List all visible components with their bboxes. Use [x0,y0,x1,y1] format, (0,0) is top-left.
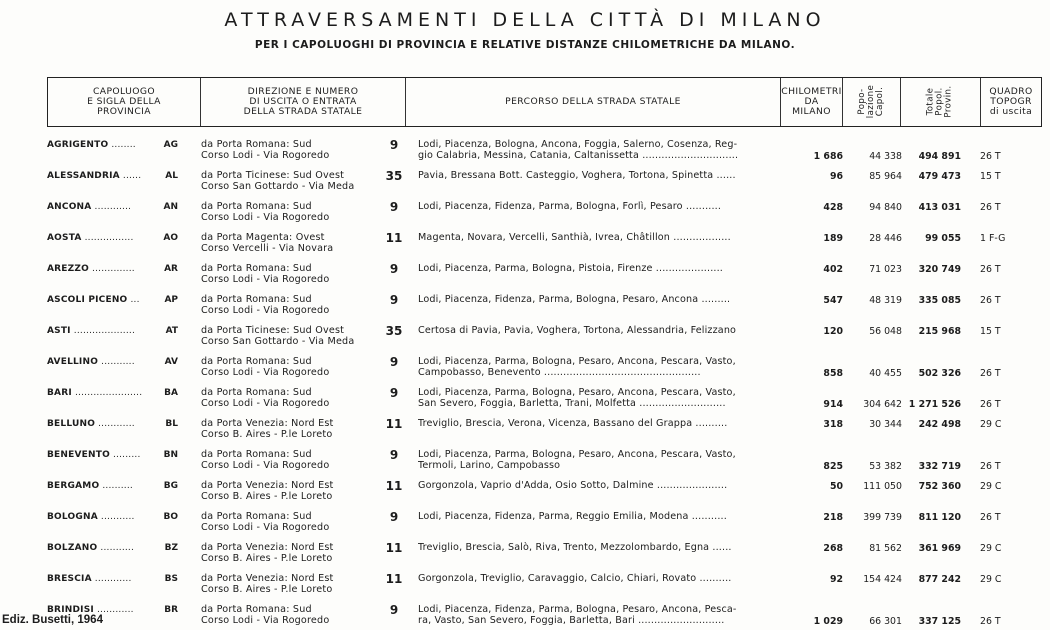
table-row [0,386,1050,416]
population-capital: 85 964 [869,171,902,182]
province-sigla: AN [163,202,178,212]
exit-direction: da Porta Venezia: Nord Est Corso B. Aires - P.le Loreto [201,542,334,564]
population-province: 1 271 526 [908,399,961,410]
province-name: BOLZANO ........... [47,543,135,553]
population-capital: 304 642 [863,399,902,410]
exit-number: 35 [385,169,403,183]
population-capital: 399 739 [863,512,902,523]
exit-direction: da Porta Romana: Sud Corso Lodi - Via Rogoredo [201,139,330,161]
province-sigla: AT [165,326,178,336]
topographic-quadrant: 26 T [980,264,1001,275]
header-route: PERCORSO DELLA STRADA STATALE [405,78,780,126]
province-name: AOSTA ................ [47,233,134,243]
header-pop-tot: Totale Popol. Provin. [900,78,980,126]
table-row [0,138,1050,168]
footer-credit: Ediz. Busetti, 1964 [2,614,103,626]
table-row [0,541,1050,571]
header-km: CHILOMETRI DA MILANO [780,78,842,126]
population-capital: 66 301 [869,616,902,627]
exit-number: 11 [385,479,403,493]
topographic-quadrant: 26 T [980,151,1001,162]
topographic-quadrant: 26 T [980,616,1001,627]
province-name: AVELLINO ........... [47,357,135,367]
table-row [0,417,1050,447]
topographic-quadrant: 29 C [980,481,1002,492]
population-capital: 44 338 [869,151,902,162]
province-sigla: BG [163,481,178,491]
population-province: 99 055 [925,233,961,244]
province-name: BRESCIA ............ [47,574,132,584]
header-province: CAPOLUOGO E SIGLA DELLA PROVINCIA [47,78,200,126]
topographic-quadrant: 15 T [980,326,1001,337]
table-row [0,355,1050,385]
exit-direction: da Porta Romana: Sud Corso Lodi - Via Rogoredo [201,387,330,409]
population-province: 479 473 [918,171,961,182]
route-path: Pavia, Bressana Bott. Casteggio, Voghera, Tortona, Spinetta ...... [418,170,736,181]
province-name: AGRIGENTO ........ [47,140,136,150]
population-province: 361 969 [918,543,961,554]
distance-km: 96 [829,171,843,182]
province-name: ASCOLI PICENO ... [47,295,140,305]
exit-number: 11 [385,417,403,431]
province-name: ALESSANDRIA ...... [47,171,142,181]
distance-km: 858 [823,368,843,379]
topographic-quadrant: 29 C [980,574,1002,585]
province-name: BOLOGNA ........... [47,512,135,522]
table-row [0,231,1050,261]
exit-direction: da Porta Romana: Sud Corso Lodi - Via Rogoredo [201,511,330,533]
route-path: Certosa di Pavia, Pavia, Voghera, Tortona, Alessandria, Felizzano [418,325,737,336]
topographic-quadrant: 26 T [980,295,1001,306]
header-quadro: QUADRO TOPOGR di uscita [980,78,1042,126]
province-sigla: BZ [164,543,178,553]
exit-direction: da Porta Venezia: Nord Est Corso B. Aires - P.le Loreto [201,418,334,440]
exit-number: 9 [389,262,399,276]
route-path: Lodi, Piacenza, Fidenza, Parma, Bologna, Pesaro, Ancona ......... [418,294,731,305]
exit-number: 11 [385,541,403,555]
distance-km: 218 [823,512,843,523]
topographic-quadrant: 26 T [980,202,1001,213]
table-row [0,603,1050,630]
route-path: Treviglio, Brescia, Salò, Riva, Trento, Mezzolombardo, Egna ...... [418,542,732,553]
table-row [0,572,1050,602]
population-capital: 40 455 [869,368,902,379]
distance-km: 92 [829,574,843,585]
province-sigla: BN [163,450,178,460]
table-row [0,293,1050,323]
exit-direction: da Porta Ticinese: Sud Ovest Corso San Gottardo - Via Meda [201,170,355,192]
province-sigla: AL [165,171,178,181]
distance-km: 318 [823,419,843,430]
province-sigla: BL [165,419,178,429]
route-path: Lodi, Piacenza, Fidenza, Parma, Bologna, Pesaro, Ancona, Pesca- ra, Vasto, San Severo, Foggia, Barletta, Bari ........................... [418,604,737,626]
population-capital: 81 562 [869,543,902,554]
population-province: 335 085 [918,295,961,306]
province-name: ANCONA ............ [47,202,132,212]
province-sigla: AP [164,295,178,305]
table-row [0,169,1050,199]
topographic-quadrant: 26 T [980,512,1001,523]
exit-number: 35 [385,324,403,338]
province-name: AREZZO .............. [47,264,135,274]
population-capital: 56 048 [869,326,902,337]
population-capital: 111 050 [863,481,902,492]
exit-number: 9 [389,386,399,400]
exit-number: 9 [389,603,399,617]
route-path: Lodi, Piacenza, Fidenza, Parma, Bologna, Forlì, Pesaro ........... [418,201,722,212]
exit-direction: da Porta Magenta: Ovest Corso Vercelli - Via Novara [201,232,334,254]
exit-number: 9 [389,448,399,462]
route-path: Treviglio, Brescia, Verona, Vicenza, Bassano del Grappa .......... [418,418,728,429]
distance-km: 428 [823,202,843,213]
exit-direction: da Porta Romana: Sud Corso Lodi - Via Rogoredo [201,356,330,378]
province-sigla: BA [164,388,178,398]
exit-number: 11 [385,231,403,245]
header-direction: DIREZIONE E NUMERO DI USCITA O ENTRATA DELLA STRADA STATALE [200,78,405,126]
exit-number: 9 [389,138,399,152]
page-title: ATTRAVERSAMENTI DELLA CITTÀ DI MILANO [224,9,826,31]
population-capital: 154 424 [863,574,902,585]
population-province: 752 360 [918,481,961,492]
population-province: 494 891 [918,151,961,162]
exit-number: 9 [389,510,399,524]
exit-number: 9 [389,200,399,214]
exit-direction: da Porta Romana: Sud Corso Lodi - Via Rogoredo [201,449,330,471]
route-path: Lodi, Piacenza, Parma, Bologna, Pesaro, Ancona, Pescara, Vasto, San Severo, Foggia, Barletta, Trani, Molfetta ........................... [418,387,736,409]
population-province: 413 031 [918,202,961,213]
exit-number: 9 [389,293,399,307]
province-sigla: BS [164,574,178,584]
table-row [0,479,1050,509]
distance-km: 268 [823,543,843,554]
province-sigla: AO [163,233,178,243]
population-province: 332 719 [918,461,961,472]
population-province: 242 498 [918,419,961,430]
population-capital: 94 840 [869,202,902,213]
table-row [0,262,1050,292]
distance-km: 825 [823,461,843,472]
table-header [47,77,1042,127]
province-sigla: BR [164,605,178,615]
route-path: Gorgonzola, Vaprio d'Adda, Osio Sotto, Dalmine ...................... [418,480,728,491]
distance-km: 1 029 [813,616,843,627]
topographic-quadrant: 1 F-G [980,233,1006,244]
population-capital: 71 023 [869,264,902,275]
population-capital: 30 344 [869,419,902,430]
topographic-quadrant: 29 C [980,419,1002,430]
topographic-quadrant: 26 T [980,368,1001,379]
population-capital: 53 382 [869,461,902,472]
population-province: 320 749 [918,264,961,275]
exit-direction: da Porta Venezia: Nord Est Corso B. Aires - P.le Loreto [201,573,334,595]
exit-number: 11 [385,572,403,586]
exit-direction: da Porta Romana: Sud Corso Lodi - Via Rogoredo [201,294,330,316]
topographic-quadrant: 26 T [980,461,1001,472]
route-path: Lodi, Piacenza, Parma, Bologna, Pistoia, Firenze ..................... [418,263,724,274]
distance-km: 50 [829,481,843,492]
route-path: Lodi, Piacenza, Parma, Bologna, Pesaro, Ancona, Pescara, Vasto, Termoli, Larino, Campobasso [418,449,736,471]
table-row [0,448,1050,478]
province-name: ASTI .................... [47,326,136,336]
province-sigla: BO [163,512,178,522]
topographic-quadrant: 26 T [980,399,1001,410]
route-path: Lodi, Piacenza, Fidenza, Parma, Reggio Emilia, Modena ........... [418,511,727,522]
distance-km: 189 [823,233,843,244]
exit-direction: da Porta Romana: Sud Corso Lodi - Via Rogoredo [201,604,330,626]
route-path: Lodi, Piacenza, Bologna, Ancona, Foggia, Salerno, Cosenza, Reg- gio Calabria, Messina, Catania, Caltanissetta .............................. [418,139,739,161]
exit-direction: da Porta Romana: Sud Corso Lodi - Via Rogoredo [201,263,330,285]
province-name: BRINDISI ............ [47,605,134,615]
page-subtitle: PER I CAPOLUOGHI DI PROVINCIA E RELATIVE DISTANZE CHILOMETRICHE DA MILANO. [254,39,796,51]
province-name: BARI ...................... [47,388,143,398]
route-path: Gorgonzola, Treviglio, Caravaggio, Calcio, Chiari, Rovato .......... [418,573,732,584]
population-province: 337 125 [918,616,961,627]
population-province: 811 120 [918,512,961,523]
distance-km: 402 [823,264,843,275]
distance-km: 120 [823,326,843,337]
distance-km: 1 686 [813,151,843,162]
population-province: 502 326 [918,368,961,379]
topographic-quadrant: 15 T [980,171,1001,182]
exit-direction: da Porta Venezia: Nord Est Corso B. Aires - P.le Loreto [201,480,334,502]
province-name: BENEVENTO ......... [47,450,141,460]
distance-km: 914 [823,399,843,410]
province-name: BERGAMO .......... [47,481,133,491]
exit-direction: da Porta Ticinese: Sud Ovest Corso San Gottardo - Via Meda [201,325,355,347]
exit-direction: da Porta Romana: Sud Corso Lodi - Via Rogoredo [201,201,330,223]
distance-km: 547 [823,295,843,306]
table-row [0,510,1050,540]
table-row [0,200,1050,230]
topographic-quadrant: 29 C [980,543,1002,554]
population-capital: 28 446 [869,233,902,244]
population-province: 215 968 [918,326,961,337]
route-path: Lodi, Piacenza, Parma, Bologna, Pesaro, Ancona, Pescara, Vasto, Campobasso, Benevento ................................................. [418,356,736,378]
province-sigla: AG [163,140,178,150]
header-pop-cap: Popo- lazione Capol. [842,78,900,126]
province-sigla: AV [164,357,178,367]
exit-number: 9 [389,355,399,369]
province-sigla: AR [164,264,178,274]
province-name: BELLUNO ............ [47,419,135,429]
table-row [0,324,1050,354]
population-province: 877 242 [918,574,961,585]
population-capital: 48 319 [869,295,902,306]
route-path: Magenta, Novara, Vercelli, Santhià, Ivrea, Châtillon .................. [418,232,731,243]
